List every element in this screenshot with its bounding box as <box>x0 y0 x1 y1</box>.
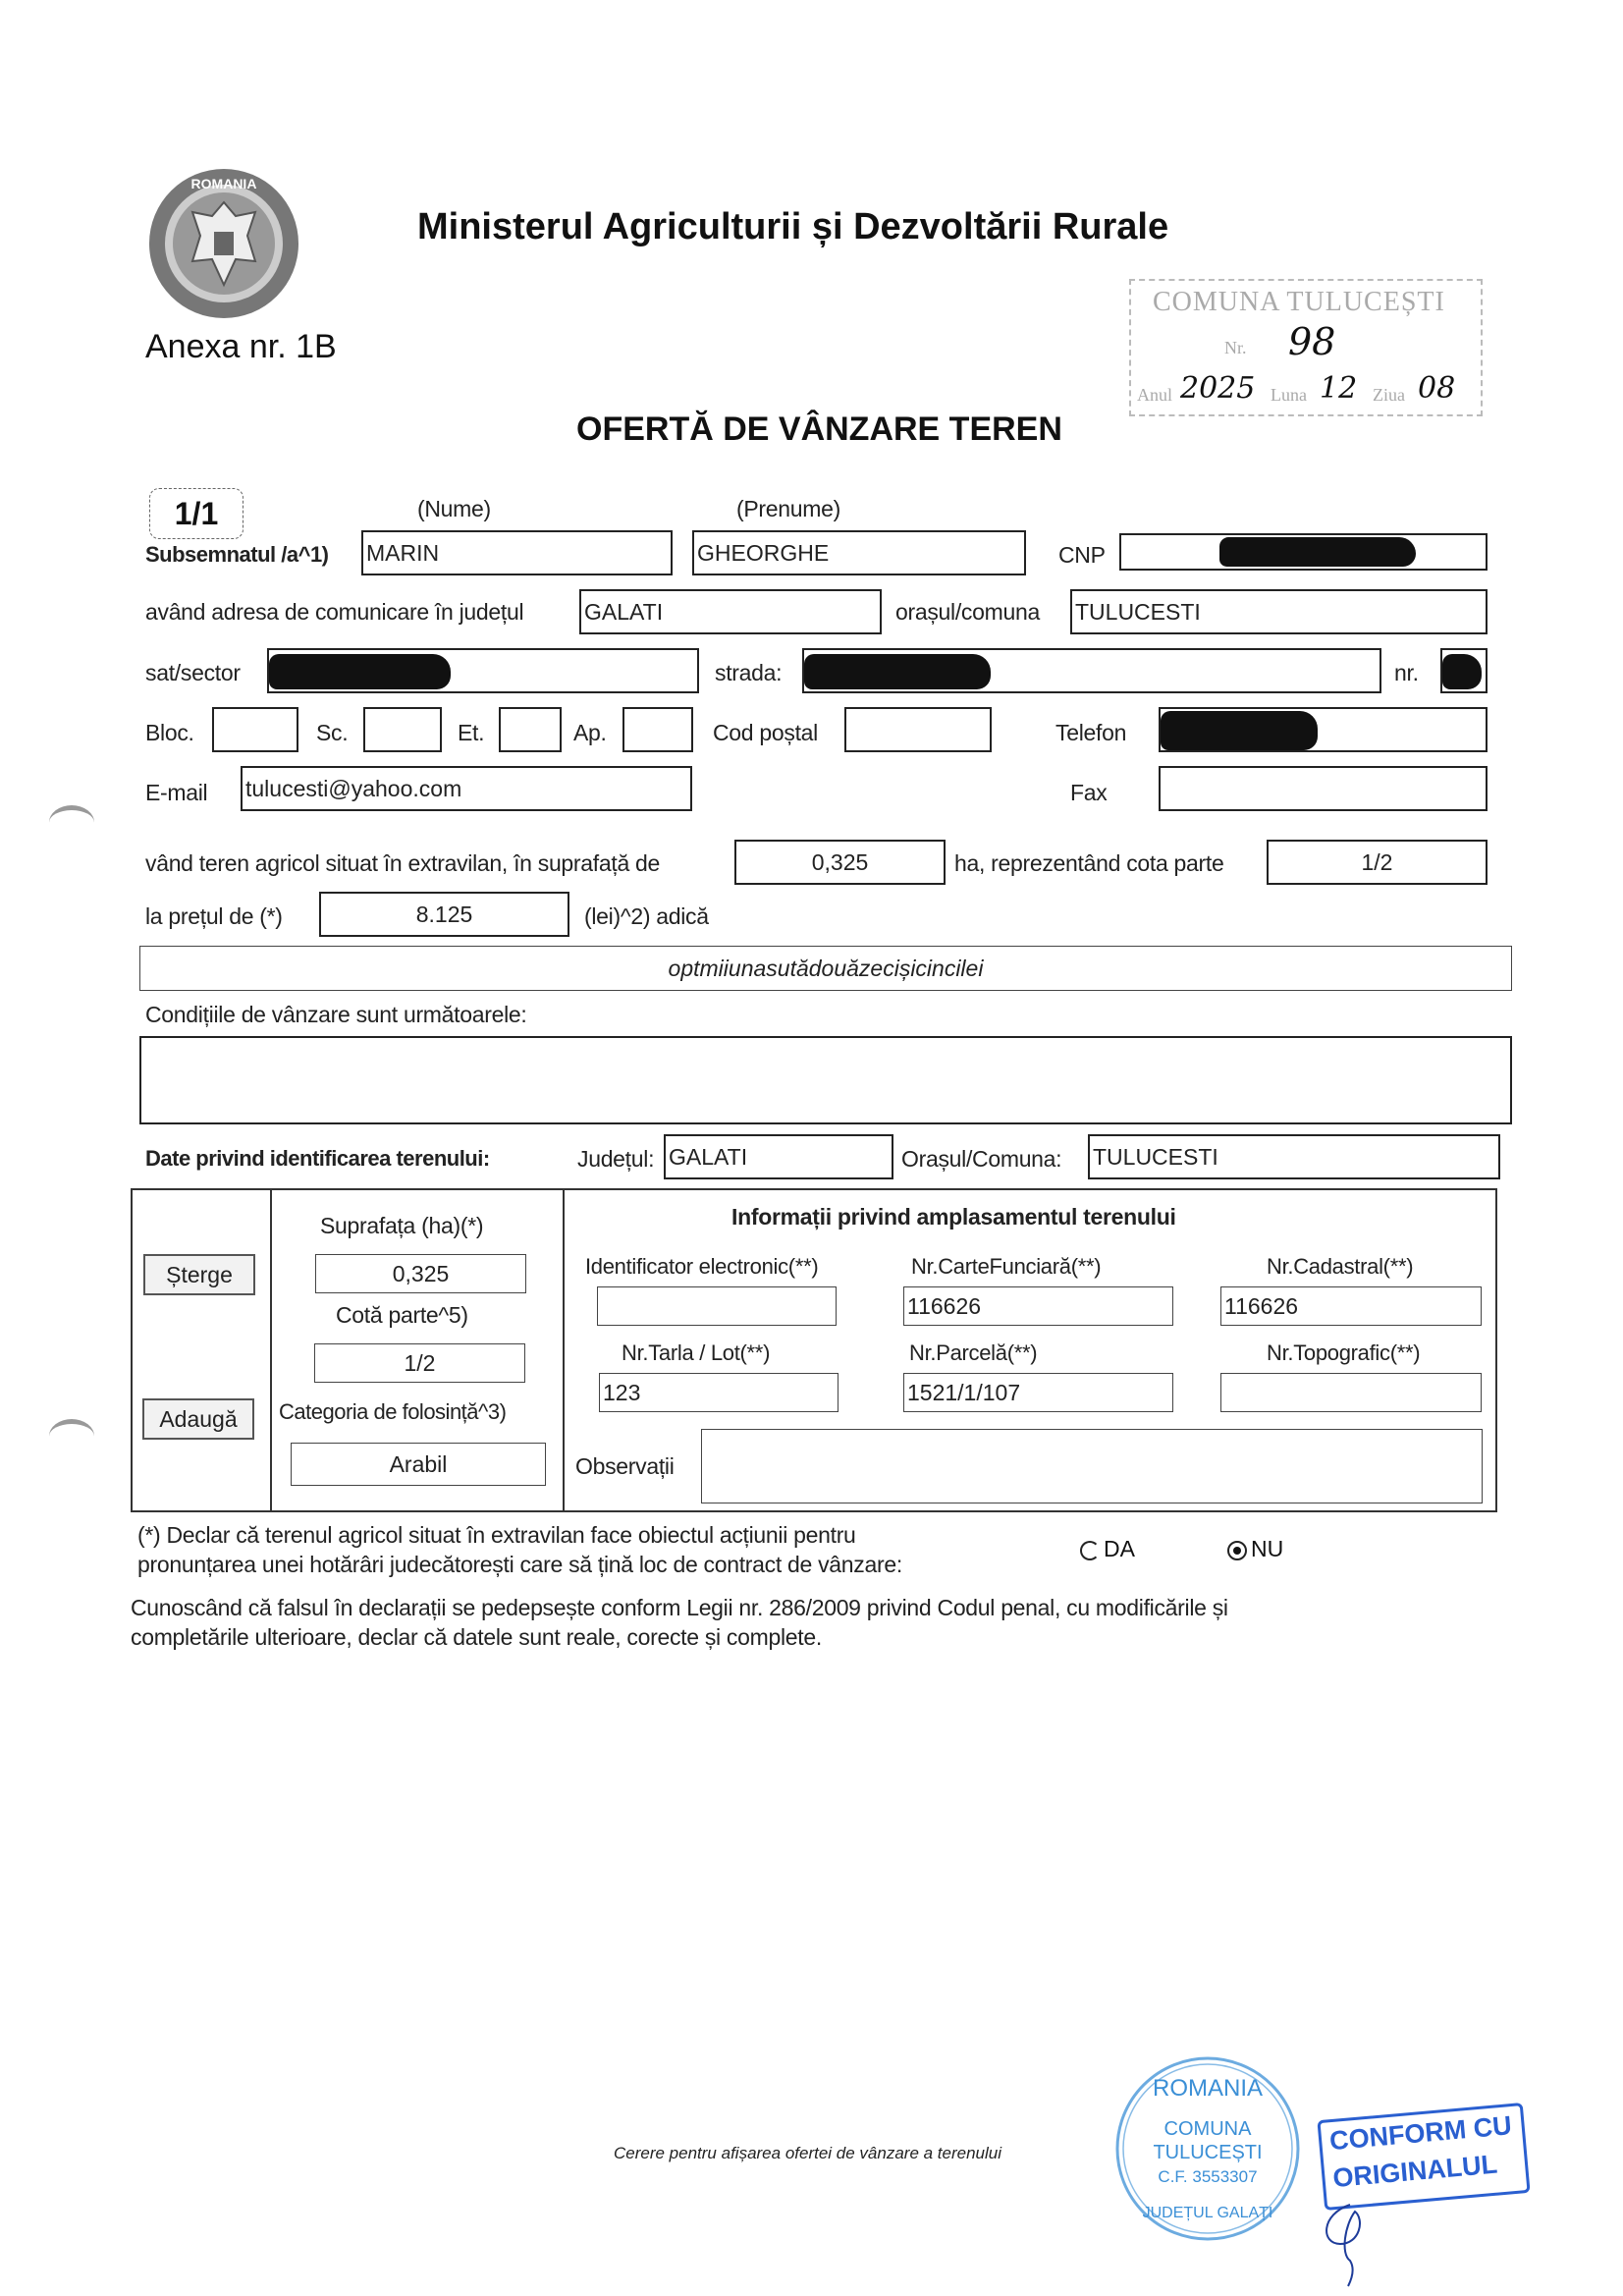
radio-nu-label: NU <box>1251 1536 1284 1561</box>
conditii-field[interactable] <box>139 1036 1512 1124</box>
radio-nu[interactable] <box>1227 1536 1283 1562</box>
punch-hole <box>49 805 94 840</box>
email-label: E-mail <box>145 780 208 805</box>
certified-copy-stamp <box>1317 2103 1530 2211</box>
declaration-line-2: pronunțarea unei hotărâri judecătorești care să țină loc de contract de vânzare: <box>137 1552 902 1577</box>
strada-label: strada: <box>715 660 783 685</box>
punch-hole <box>49 1419 94 1453</box>
observatii-label: Observații <box>575 1453 675 1479</box>
subsemnatul-label: Subsemnatul /a^1) <box>145 542 329 567</box>
cadastral-field[interactable]: 116626 <box>1220 1286 1482 1326</box>
topografic-label: Nr.Topografic(**) <box>1267 1340 1421 1365</box>
seal-top: ROMANIA <box>1152 2075 1264 2102</box>
pret-field[interactable]: 8.125 <box>319 892 569 937</box>
land-oras-label: Orașul/Comuna: <box>901 1146 1062 1172</box>
nr-label: nr. <box>1394 660 1419 685</box>
municipal-seal <box>1109 2050 1306 2247</box>
redaction-mark <box>269 654 451 689</box>
land-suprafata-field[interactable]: 0,325 <box>315 1254 526 1293</box>
pret-label: la prețul de (*) <box>145 903 283 929</box>
signature <box>1311 2200 1389 2288</box>
land-judet-field[interactable]: GALATI <box>664 1134 893 1179</box>
fax-field[interactable] <box>1159 766 1488 811</box>
cota-field[interactable]: 1/2 <box>1267 840 1488 885</box>
carte-funciara-label: Nr.CarteFunciară(**) <box>911 1254 1102 1279</box>
page-counter <box>149 488 243 539</box>
observatii-field[interactable] <box>701 1429 1483 1503</box>
radio-da[interactable] <box>1080 1536 1135 1562</box>
strada-field[interactable] <box>802 648 1381 693</box>
parcela-label: Nr.Parcelă(**) <box>909 1340 1038 1365</box>
ap-field[interactable] <box>622 707 693 752</box>
sat-label: sat/sector <box>145 660 241 685</box>
radio-da-label: DA <box>1104 1536 1135 1561</box>
et-label: Et. <box>458 720 485 745</box>
registry-month-label: Luna <box>1271 385 1307 405</box>
legal-line-1: Cunoscând că falsul în declarații se pedepsește conform Legii nr. 286/2009 privind Codul penal, cu modificările și <box>131 1595 1228 1620</box>
seal-line-2: TULUCEȘTI <box>1153 2142 1263 2163</box>
land-categorie-field[interactable]: Arabil <box>291 1443 546 1486</box>
seal-line-1: COMUNA <box>1163 2118 1252 2140</box>
declaration-line-1: (*) Declar că terenul agricol situat în extravilan face obiectul acțiunii pentru <box>137 1522 856 1548</box>
land-cota-field[interactable]: 1/2 <box>314 1343 525 1383</box>
nume-header: (Nume) <box>417 496 491 521</box>
land-oras-field[interactable]: TULUCESTI <box>1088 1134 1500 1179</box>
land-judet-label: Județul: <box>577 1146 655 1172</box>
conditii-label: Condițiile de vânzare sunt următoarele: <box>145 1002 527 1027</box>
suprafata-field[interactable]: 0,325 <box>734 840 946 885</box>
registry-stamp <box>1129 279 1483 416</box>
et-field[interactable] <box>499 707 562 752</box>
redaction-mark <box>1161 711 1318 750</box>
page-counter-value: 1/1 <box>174 495 219 531</box>
sat-field[interactable] <box>267 648 699 693</box>
land-id-heading: Date privind identificarea terenului: <box>145 1146 490 1171</box>
ministry-title: Ministerul Agriculturii și Dezvoltării Rurale <box>417 206 1169 247</box>
cod-postal-label: Cod poștal <box>713 720 818 745</box>
telefon-label: Telefon <box>1055 720 1127 745</box>
nume-field[interactable]: MARIN <box>361 530 673 575</box>
prenume-header: (Prenume) <box>736 496 840 521</box>
prenume-field[interactable]: GHEORGHE <box>692 530 1026 575</box>
sc-field[interactable] <box>363 707 442 752</box>
radio-selected-icon <box>1227 1541 1247 1560</box>
tarla-label: Nr.Tarla / Lot(**) <box>622 1340 771 1365</box>
divider <box>270 1188 272 1512</box>
certified-line-1: CONFORM CU <box>1327 2110 1513 2157</box>
document-title: OFERTĂ DE VÂNZARE TEREN <box>576 410 1062 448</box>
pret-litere-field[interactable] <box>139 946 1512 991</box>
seal-line-3: C.F. 3553307 <box>1158 2167 1258 2186</box>
footer-caption: Cerere pentru afișarea ofertei de vânzare a terenului <box>614 2144 1002 2162</box>
certified-line-2: ORIGINALUL <box>1331 2149 1499 2194</box>
pret-litere-value: optmiiunasutădouăzecișicincilei <box>668 955 984 981</box>
adauga-button[interactable]: Adaugă <box>142 1398 254 1440</box>
telefon-field[interactable] <box>1159 707 1488 752</box>
seal-bottom: JUDEȚUL GALAȚI <box>1142 2205 1273 2221</box>
sc-label: Sc. <box>316 720 349 745</box>
annex-label: Anexa nr. 1B <box>145 328 337 365</box>
address-label: având adresa de comunicare în județul <box>145 599 524 625</box>
ap-label: Ap. <box>573 720 607 745</box>
registry-nr-label: Nr. <box>1224 338 1247 357</box>
registry-institution: COMUNA TULUCEȘTI <box>1153 287 1445 317</box>
land-categorie-label: Categoria de folosință^3) <box>279 1399 507 1424</box>
land-offer-text: vând teren agricol situat în extravilan, în suprafață de <box>145 850 661 876</box>
redaction-mark <box>804 654 991 689</box>
registry-year-label: Anul <box>1137 385 1172 405</box>
sterge-button[interactable]: Șterge <box>143 1254 255 1295</box>
cota-text: ha, reprezentând cota parte <box>954 850 1224 876</box>
judet-field[interactable]: GALATI <box>579 589 882 634</box>
redaction-mark <box>1219 537 1416 567</box>
divider <box>563 1188 565 1512</box>
land-suprafata-label: Suprafața (ha)(*) <box>320 1213 484 1238</box>
tarla-field[interactable]: 123 <box>599 1373 839 1412</box>
email-field[interactable]: tulucesti@yahoo.com <box>241 766 692 811</box>
registry-year-value: 2025 <box>1180 371 1256 406</box>
id-electronic-label: Identificator electronic(**) <box>585 1254 819 1279</box>
cnp-label: CNP <box>1058 542 1106 568</box>
registry-day-label: Ziua <box>1373 385 1405 405</box>
svg-text:ROMANIA: ROMANIA <box>190 176 257 191</box>
registry-day-value: 08 <box>1418 371 1456 406</box>
fax-label: Fax <box>1070 780 1108 805</box>
land-cota-label: Cotă parte^5) <box>336 1302 468 1328</box>
bloc-field[interactable] <box>212 707 298 752</box>
cnp-field[interactable] <box>1119 533 1488 571</box>
legal-line-2: completările ulterioare, declar că datele sunt reale, corecte și complete. <box>131 1624 822 1650</box>
cadastral-label: Nr.Cadastral(**) <box>1267 1254 1414 1279</box>
registry-month-value: 12 <box>1320 371 1358 406</box>
redaction-mark <box>1442 654 1482 689</box>
oras-label: orașul/comuna <box>895 599 1040 625</box>
info-heading: Informații privind amplasamentul terenului <box>731 1204 1176 1230</box>
radio-unselected-icon <box>1080 1541 1100 1560</box>
registry-nr-value: 98 <box>1288 320 1336 363</box>
bloc-label: Bloc. <box>145 720 194 745</box>
carte-funciara-field[interactable]: 116626 <box>903 1286 1173 1326</box>
ministry-emblem <box>145 165 302 322</box>
oras-field[interactable]: TULUCESTI <box>1070 589 1488 634</box>
lei-text: (lei)^2) adică <box>584 903 709 929</box>
parcela-field[interactable]: 1521/1/107 <box>903 1373 1173 1412</box>
id-electronic-field[interactable] <box>597 1286 837 1326</box>
nr-field[interactable] <box>1440 648 1488 693</box>
topografic-field[interactable] <box>1220 1373 1482 1412</box>
cod-postal-field[interactable] <box>844 707 992 752</box>
